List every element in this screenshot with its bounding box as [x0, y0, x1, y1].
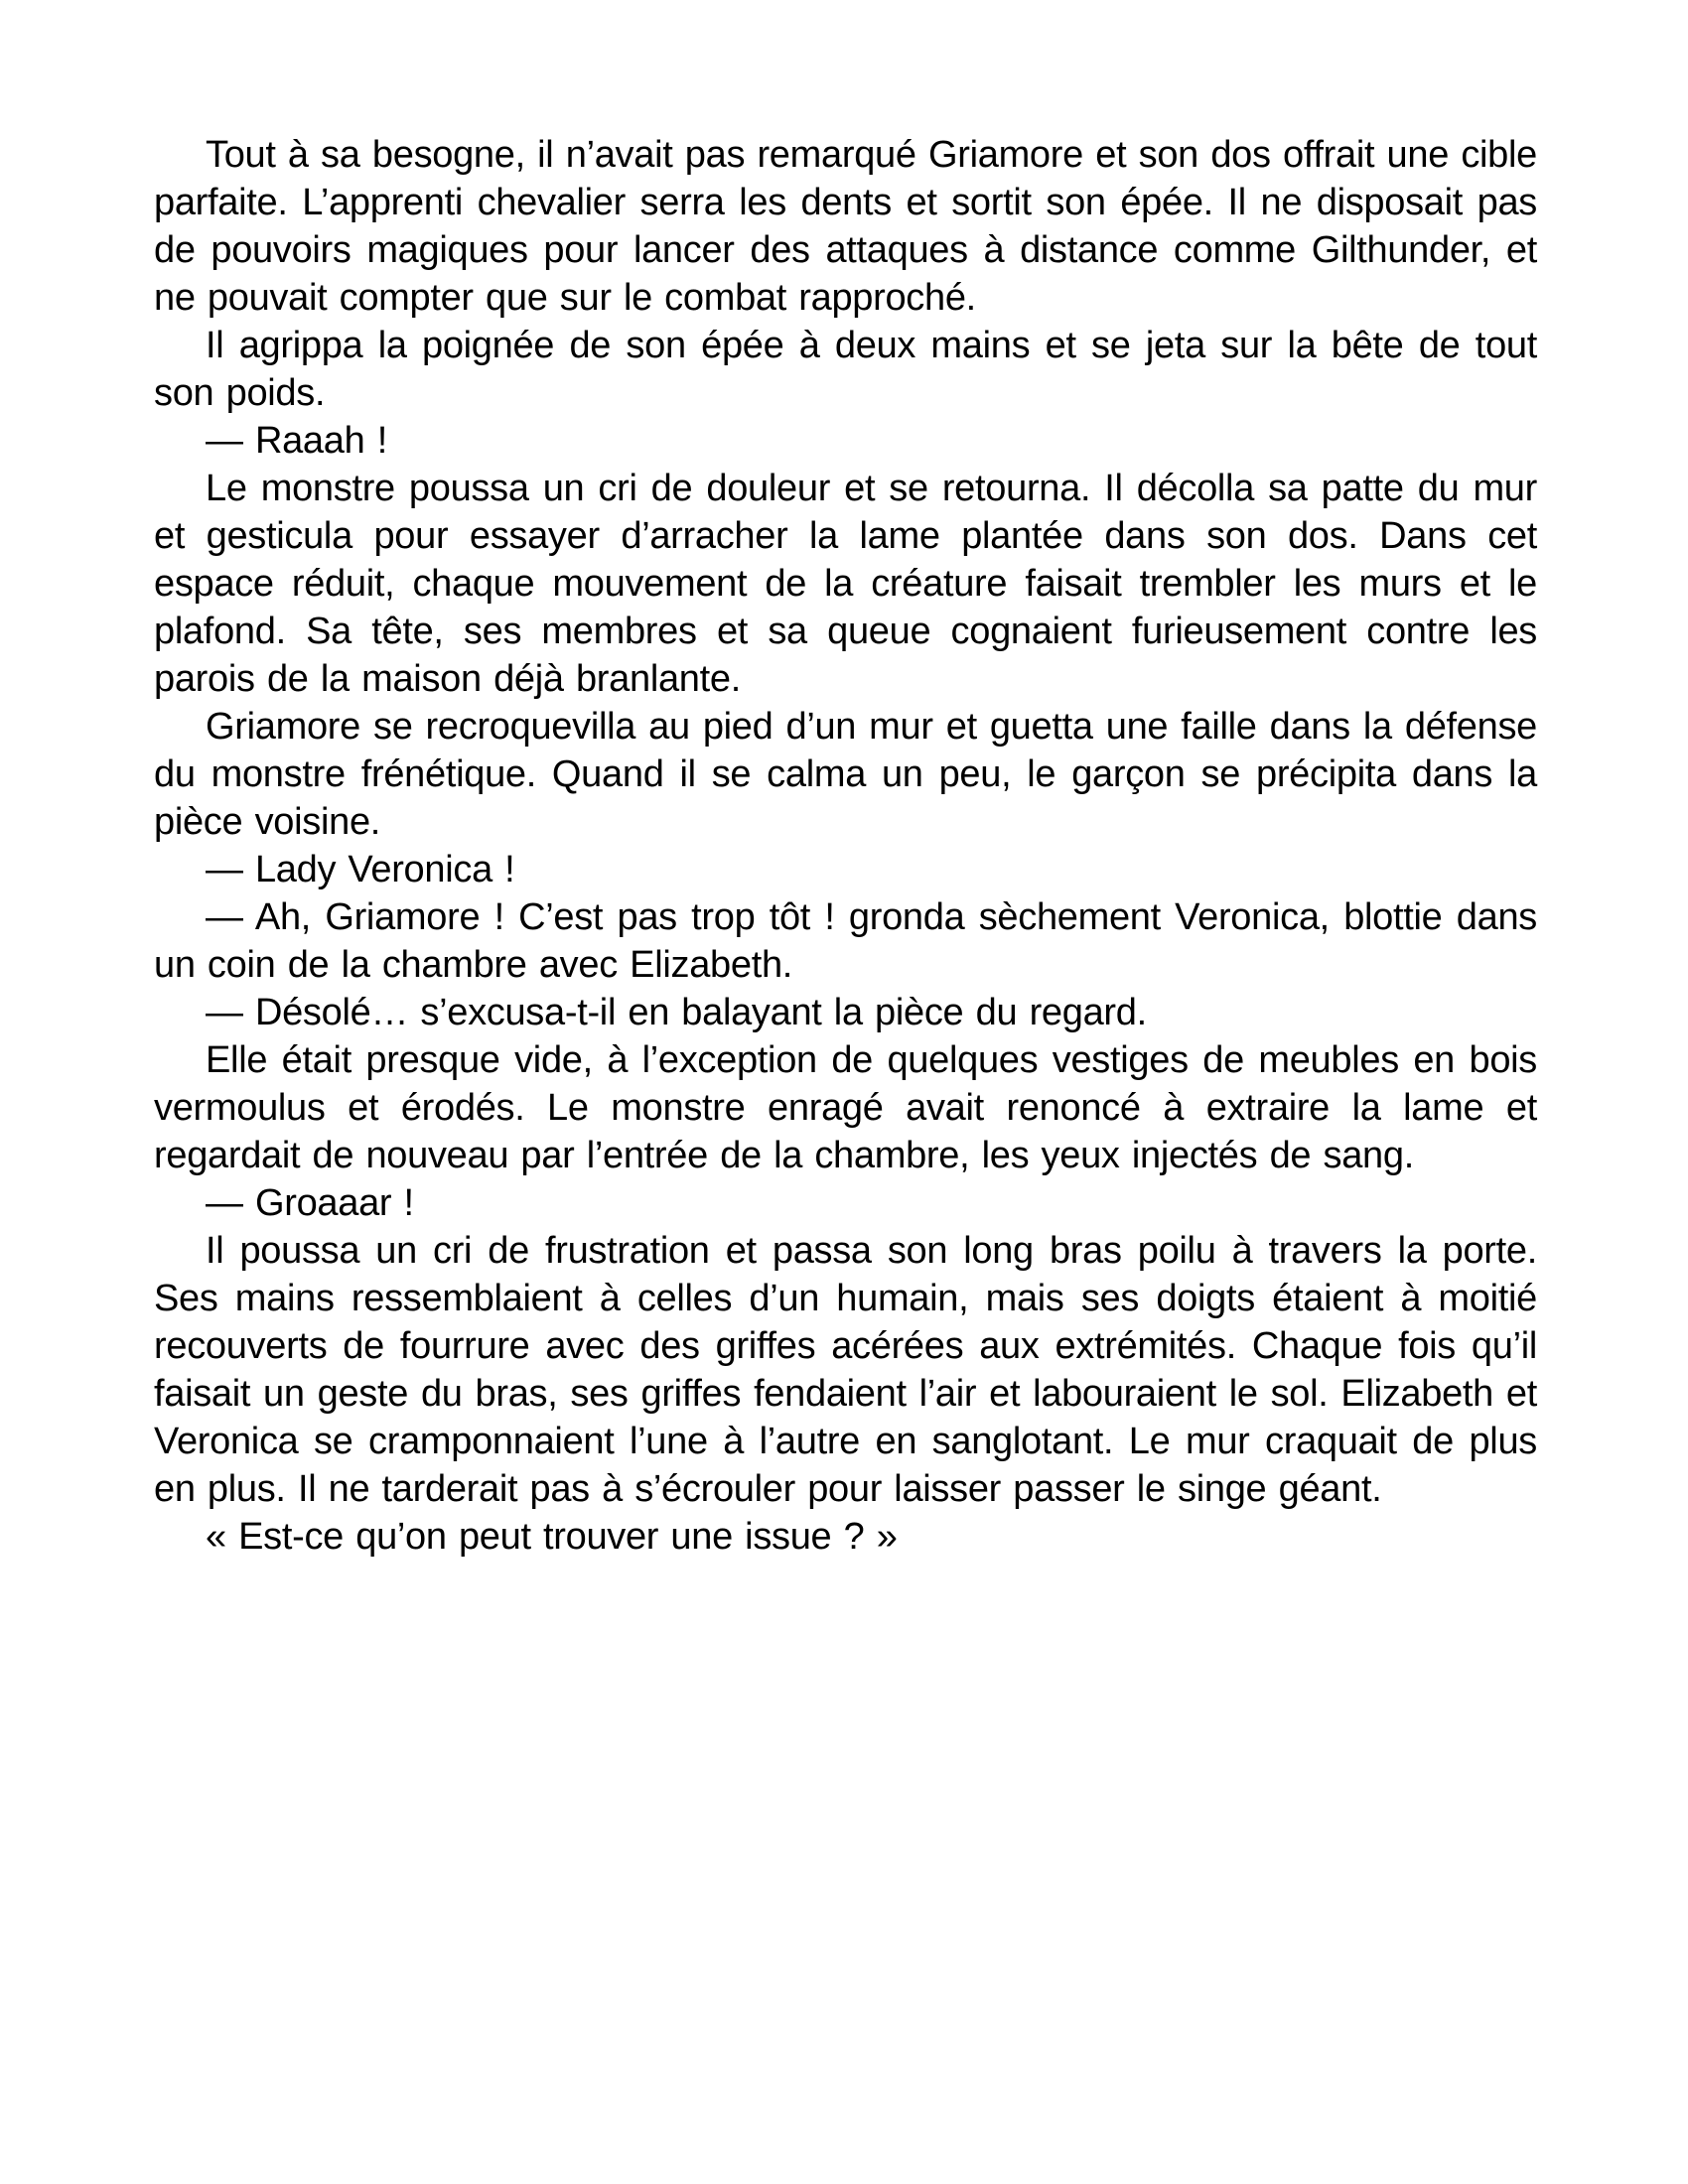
- text-block: [154, 131, 1537, 1561]
- paragraph-4: Le monstre poussa un cri de douleur et se retourna. Il décolla sa patte du mur et gesticula pour essayer d’arracher la lame plantée dans son dos. Dans cet espace réduit, chaque mouvement de la créature faisait trembler les murs et le plafond. Sa tête, ses membres et sa queue cognaient furieusement contre les parois de la maison déjà branlante.: [154, 468, 1537, 700]
- paragraph-2: Il agrippa la poignée de son épée à deux mains et se jeta sur la bête de tout son poids.: [154, 325, 1537, 414]
- paragraph-11: Il poussa un cri de frustration et passa son long bras poilu à travers la porte. Ses mains ressemblaient à celles d’un humain, mais ses doigts étaient à moitié recouverts de fourrure avec des griffes acérées aux extrémités. Chaque fois qu’il faisait un geste du bras, ses griffes fendaient l’air et labouraient le sol. Elizabeth et Veronica se cramponnaient l’une à l’autre en sanglotant. Le mur craquait de plus en plus. Il ne tarderait pas à s’écrouler pour laisser passer le singe géant.: [154, 1230, 1537, 1510]
- paragraph-8: — Désolé… s’excusa-t-il en balayant la pièce du regard.: [206, 992, 1147, 1033]
- paragraph-6: — Lady Veronica !: [206, 849, 515, 890]
- paragraph-3: — Raaah !: [206, 420, 387, 462]
- paragraph-10: — Groaaar !: [206, 1182, 414, 1224]
- paragraph-7: — Ah, Griamore ! C’est pas trop tôt ! gronda sèchement Veronica, blottie dans un coin de la chambre avec Elizabeth.: [154, 896, 1537, 986]
- paragraph-9: Elle était presque vide, à l’exception de quelques vestiges de meubles en bois vermoulus et érodés. Le monstre enragé avait renoncé à extraire la lame et regardait de nouveau par l’entrée de la chambre, les yeux injectés de sang.: [154, 1039, 1537, 1176]
- paragraph-5: Griamore se recroquevilla au pied d’un mur et guetta une faille dans la défense du monstre frénétique. Quand il se calma un peu, le garçon se précipita dans la pièce voisine.: [154, 706, 1537, 843]
- paragraph-12: « Est-ce qu’on peut trouver une issue ? »: [206, 1516, 898, 1558]
- paragraph-1: Tout à sa besogne, il n’avait pas remarqué Griamore et son dos offrait une cible parfaite. L’apprenti chevalier serra les dents et sortit son épée. Il ne disposait pas de pouvoirs magiques pour lancer des attaques à distance comme Gilthunder, et ne pouvait compter que sur le combat rapproché.: [154, 134, 1537, 319]
